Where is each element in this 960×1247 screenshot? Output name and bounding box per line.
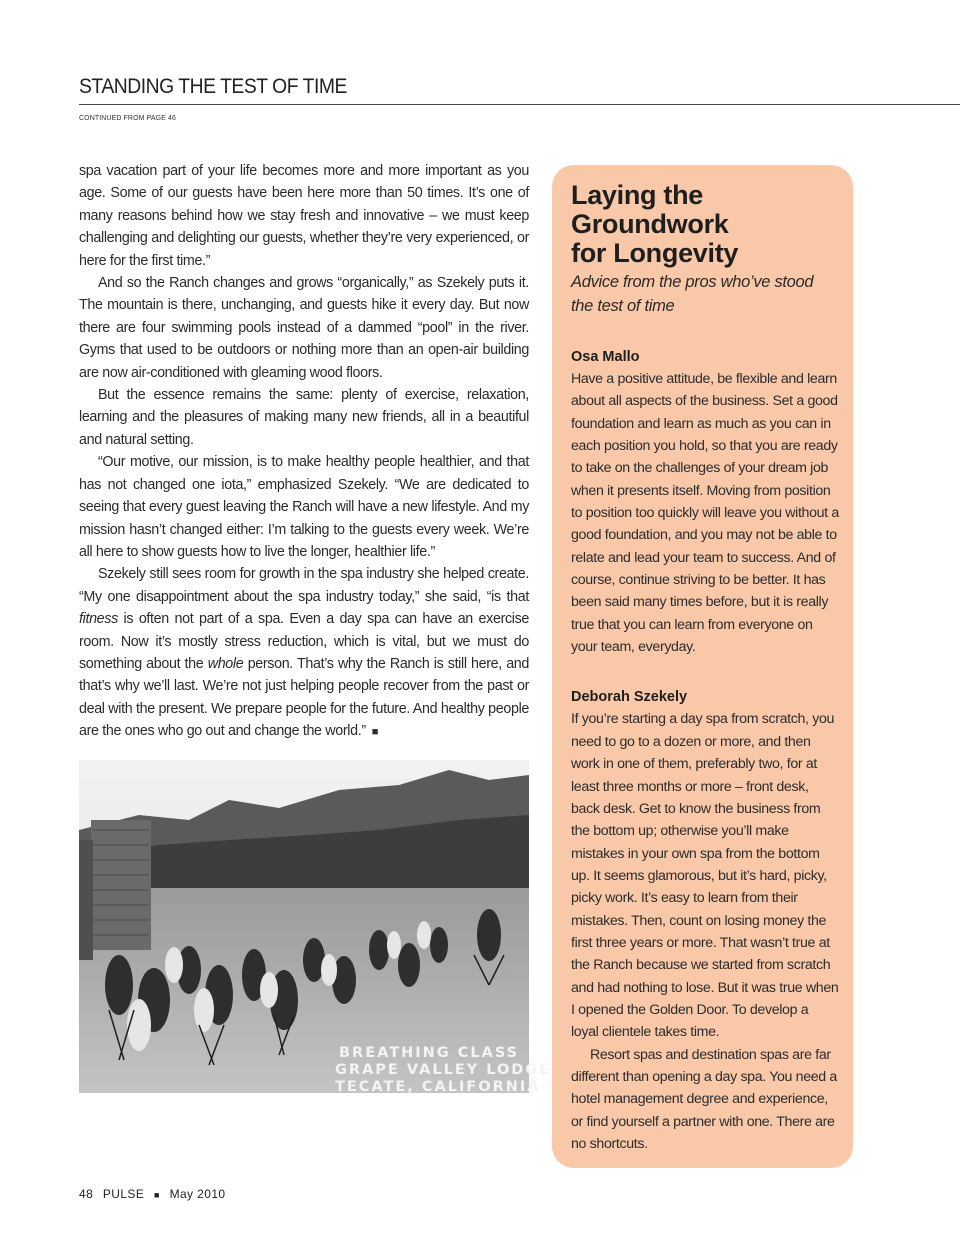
article-paragraph: “Our motive, our mission, is to make healthy people healthier, and that has not changed one iota,” emphasized Szekely. “We are dedicated to seeing that every guest leaving the Ranch will have a new lifestyle. And my mission hasn’t changed either: I’m talking to the guests every week. We’re all here to show guests how to live the longer, healthier life.” xyxy=(79,454,529,560)
sidebar-title-line: Groundwork xyxy=(571,209,729,239)
sidebar-subtitle: Advice from the pros who’ve stood the test of time xyxy=(571,273,814,315)
section-title: STANDING THE TEST OF TIME xyxy=(79,75,347,98)
text-run: person. That’s why the Ranch is still here, and that’s why we’ll last. We’re not just helping people recover from the past or deal with the present. We prepare people for the future. And healthy people are the ones who go out and change the world.” xyxy=(79,655,530,740)
article-paragraph: And so the Ranch changes and grows “organically,” as Szekely puts it. The mountain is there, unchanging, and guests hike it every day. But now there are four swimming pools instead of a dammed “pool” in the river. Gyms that used to be outdoors or nothing more than an open-air building are now air-conditioned with gleaming wood floors. xyxy=(79,275,529,381)
article-paragraph: But the essence remains the same: plenty of exercise, relaxation, learning and the pleasures of making many new friends, all in a beautiful and natural setting. xyxy=(79,387,529,448)
page-header xyxy=(79,74,960,105)
sidebar-content xyxy=(571,181,839,1155)
photo-caption-line: TECATE, CALIFORNIA xyxy=(335,1079,541,1095)
text-run: is often not part of a spa. Even a day spa can have an exercise room. Now it’s mostly stress reduction, which is vital, but we must do something about the xyxy=(79,611,529,672)
photo-caption-line: GRAPE VALLEY LODGE xyxy=(335,1062,552,1078)
contributor-name: Deborah Szekely xyxy=(571,689,688,706)
end-mark-icon: ■ xyxy=(371,726,379,739)
emphasis-fitness: fitness xyxy=(79,611,118,628)
sidebar-box xyxy=(552,165,853,1168)
photo-caption-line: BREATHING CLASS xyxy=(339,1045,520,1061)
article-body xyxy=(79,160,529,744)
separator-icon: ■ xyxy=(153,1190,160,1200)
article-paragraph xyxy=(79,563,529,743)
magazine-name: PULSE xyxy=(102,1187,145,1201)
sidebar-title-line: for Longevity xyxy=(571,238,739,268)
sidebar-title-line: Laying the xyxy=(571,180,704,210)
photo-caption-layer xyxy=(79,760,552,1095)
contributor-advice: Resort spas and destination spas are far different than opening a day spa. You need a hotel management degree and experience, or find yourself a partner with one. There are no shortcuts. xyxy=(571,1046,837,1152)
contributor-name: Osa Mallo xyxy=(571,349,640,365)
contributor-advice: Have a positive attitude, be flexible and learn about all aspects of the business. Set a good foundation and learn as much as you can in each position you hold, so that you are ready to take on the challenges of your dream job when it presents itself. Moving from position to position too quickly will leave you without a good foundation, and you may not be able to relate and lead your team to success. And of course, continue striving to be better. It has been said many times before, but it is really true that you can learn from everyone on your team, everyday. xyxy=(571,371,839,656)
page-footer xyxy=(79,1187,225,1201)
breathing-class-photo xyxy=(79,760,552,1095)
text-run: Szekely still sees room for growth in the spa industry she helped create. “My one disappointment about the spa industry today,” she said, “is that xyxy=(79,566,529,605)
emphasis-whole: whole xyxy=(207,655,244,672)
continued-note: CONTINUED FROM PAGE 46 xyxy=(79,115,176,122)
contributor-advice: If you’re starting a day spa from scratch, you need to go to a dozen or more, and then work in one of them, preferably two, for at least three months or more – front desk, back desk. Get to know the business from the bottom up; otherwise you’ll make mistakes in your own spa from the bottom up. It seems glamorous, but it’s hard, picky, picky work. It’s easy to learn from their mistakes. Then, count on losing money the first three years or more. That wasn’t true at the Ranch because we started from scratch and had nothing to lose. But it was true when I opened the Golden Door. To develop a loyal clientele takes time. xyxy=(571,711,839,1041)
article-paragraph: spa vacation part of your life becomes more and more important as you age. Some of our guests have been here more than 50 times. It’s one of many reasons behind how we stay fresh and innovative – we must keep challenging and delighting our guests, whether they’re very experienced, or here for the first time.” xyxy=(79,163,529,269)
page-number: 48 xyxy=(79,1187,94,1201)
sidebar-title xyxy=(571,181,839,268)
issue-date: May 2010 xyxy=(169,1187,226,1201)
